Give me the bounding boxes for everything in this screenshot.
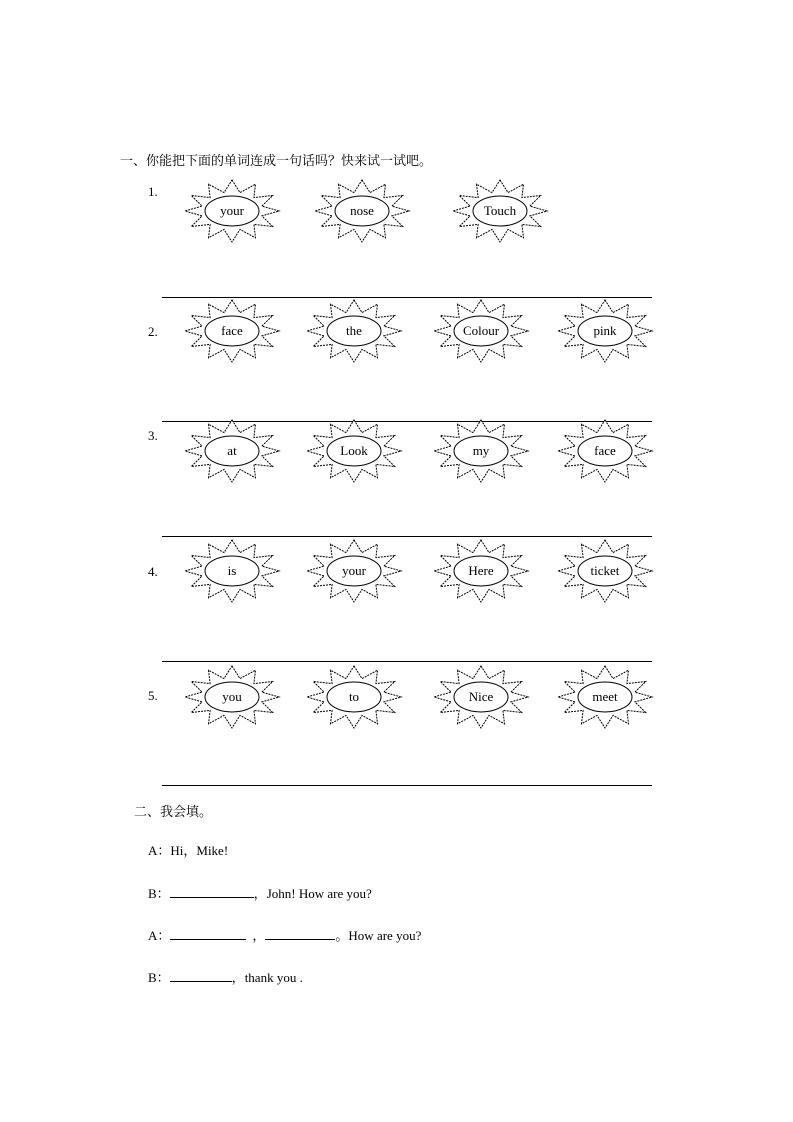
speaker-label: B：	[148, 970, 170, 985]
dialogue-text: How are you?	[348, 928, 422, 943]
sun-word-card[interactable]	[557, 300, 653, 364]
sun-word: Look	[340, 443, 368, 458]
sun-word: Colour	[462, 323, 500, 338]
sun-word-card[interactable]	[433, 300, 529, 364]
sun-word-card[interactable]	[184, 420, 280, 484]
question-1-number: 1.	[148, 184, 158, 199]
sun-word-card[interactable]	[306, 540, 402, 604]
sun-word-card[interactable]	[184, 300, 280, 364]
fill-in-blank[interactable]	[170, 926, 246, 940]
speaker-label: B：	[148, 886, 170, 901]
sun-word: you	[222, 689, 242, 704]
sun-word-card[interactable]	[184, 540, 280, 604]
sun-word-card[interactable]	[557, 666, 653, 730]
question-4-number: 4.	[148, 564, 158, 579]
speaker-label: A：	[148, 928, 171, 943]
separator: ，	[253, 886, 267, 901]
sun-word: to	[348, 689, 360, 704]
sun-word: at	[227, 443, 237, 458]
sun-word: face	[594, 443, 616, 458]
sun-word-card[interactable]	[184, 666, 280, 730]
dialogue-line-1	[148, 842, 228, 860]
sun-word: my	[472, 443, 490, 458]
sun-word: pink	[593, 323, 617, 338]
sun-word: Here	[468, 563, 494, 578]
fill-in-blank[interactable]	[170, 968, 232, 982]
sun-word-card[interactable]	[433, 420, 529, 484]
sun-word: meet	[592, 689, 618, 704]
dialogue-line-3	[148, 926, 421, 945]
dialogue-text: John! How are you?	[266, 886, 372, 901]
separator: 。	[335, 928, 349, 943]
sun-word-card[interactable]	[184, 180, 280, 244]
dialogue-line-2	[148, 884, 372, 903]
sun-word-card[interactable]	[306, 300, 402, 364]
section-2-title: 二、我会填。	[134, 805, 213, 820]
sun-word-card[interactable]	[306, 666, 402, 730]
sun-word-card[interactable]	[433, 666, 529, 730]
answer-line-1[interactable]	[162, 297, 652, 298]
sun-word: your	[342, 563, 366, 578]
fill-in-blank[interactable]	[170, 884, 254, 898]
sun-word: nose	[350, 203, 374, 218]
speaker-label: A：	[148, 843, 171, 858]
sun-word-card[interactable]	[306, 420, 402, 484]
separator: ，	[252, 928, 266, 943]
sun-word: the	[346, 323, 362, 338]
sun-word-card[interactable]	[314, 180, 410, 244]
sun-word-card[interactable]	[452, 180, 548, 244]
question-5-number: 5.	[148, 688, 158, 703]
question-3-number: 3.	[148, 428, 158, 443]
sun-word-card[interactable]	[557, 540, 653, 604]
sun-word: Nice	[468, 689, 494, 704]
dialogue-text: Hi，Mike!	[170, 843, 229, 858]
answer-line-3[interactable]	[162, 536, 652, 537]
sun-word: ticket	[590, 563, 620, 578]
separator: ，	[231, 970, 245, 985]
sun-word-card[interactable]	[433, 540, 529, 604]
answer-line-4[interactable]	[162, 661, 652, 662]
sun-word: Touch	[483, 203, 517, 218]
section-1-title: 一、你能把下面的单词连成一句话吗？快来试一试吧。	[120, 154, 433, 169]
sun-word: face	[221, 323, 243, 338]
answer-line-5[interactable]	[162, 785, 652, 786]
question-2-number: 2.	[148, 324, 158, 339]
dialogue-line-4	[148, 968, 303, 987]
sun-word: is	[227, 563, 237, 578]
fill-in-blank[interactable]	[265, 926, 335, 940]
dialogue-text: thank you .	[244, 970, 303, 985]
sun-word-card[interactable]	[557, 420, 653, 484]
sun-word: your	[220, 203, 244, 218]
